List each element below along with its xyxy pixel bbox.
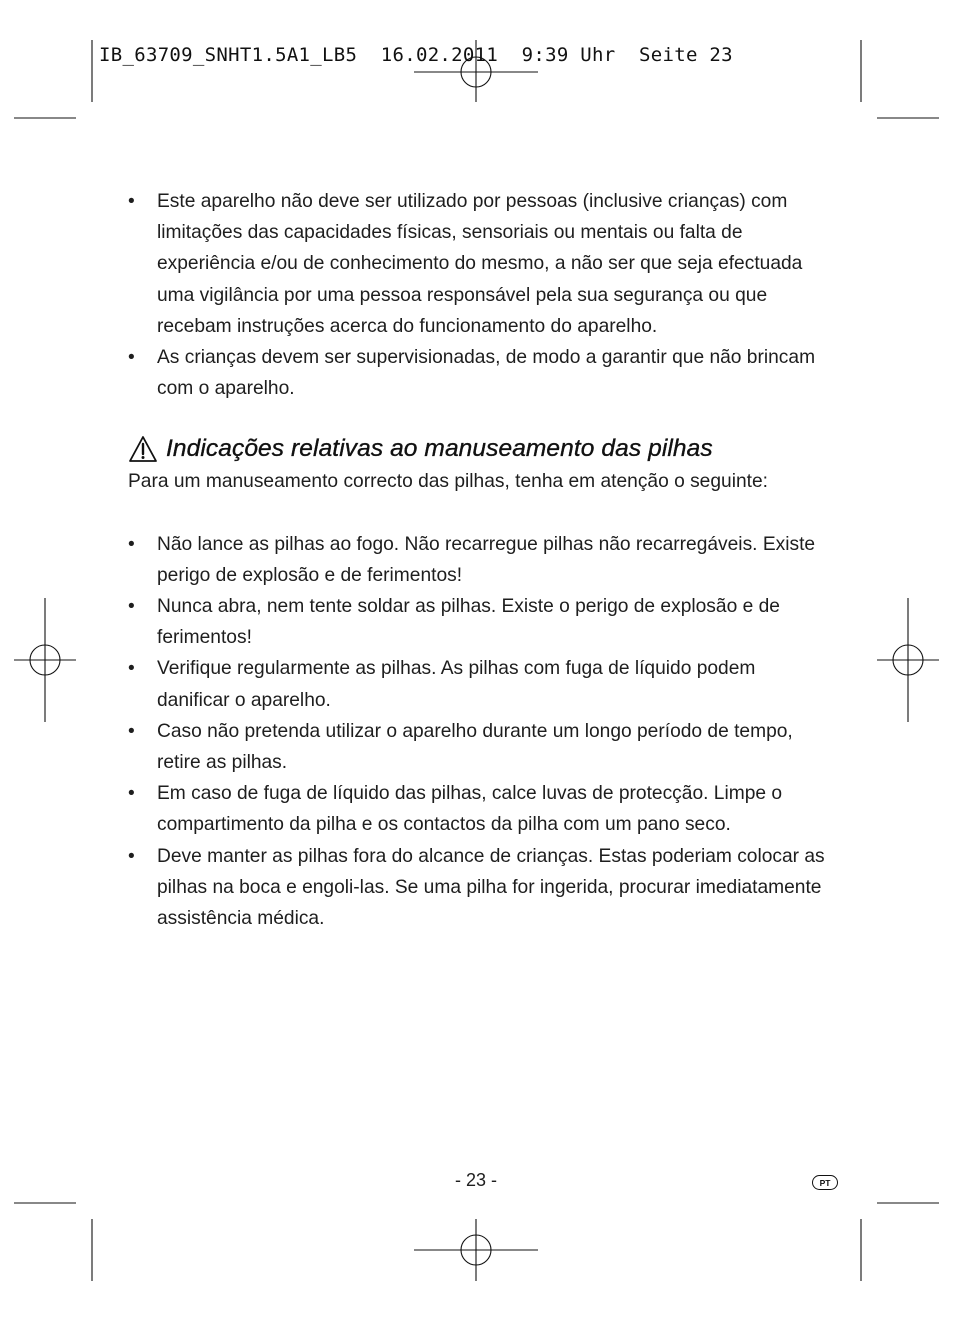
list-item-text: Caso não pretenda utilizar o aparelho durante um longo período de tempo, retire as pilhas.: [157, 720, 793, 774]
section-heading: Indicações relativas ao manuseamento das pilhas: [166, 435, 713, 463]
list-item: [128, 591, 828, 653]
bullet-icon: •: [128, 596, 135, 618]
list-item-text: Não lance as pilhas ao fogo. Não recarregue pilhas não recarregáveis. Existe perigo de explosão e de ferimentos!: [157, 533, 816, 586]
list-item-text: As crianças devem ser supervisionadas, de modo a garantir que não brincam com o aparelho.: [157, 347, 816, 400]
warning-triangle-icon: [128, 435, 158, 463]
list-item-text: Nunca abra, nem tente soldar as pilhas. Existe o perigo de explosão e de ferimentos!: [157, 596, 780, 649]
list-item: [128, 653, 828, 715]
list-item: [128, 342, 828, 404]
list-item-text: Em caso de fuga de líquido das pilhas, calce luvas de protecção. Limpe o compartimento da pilha e os contactos da pilha com um pano seco.: [157, 783, 783, 836]
bullet-icon: •: [128, 845, 135, 867]
list-item: [128, 841, 828, 935]
list-item: [128, 186, 828, 342]
list-item-text: Deve manter as pilhas fora do alcance de crianças. Estas poderiam colocar as pilhas na boca e engoli-las. Se uma pilha for ingerida, procurar imediatamente assistência médica.: [157, 845, 825, 930]
section-intro-text: Para um manuseamento correcto das pilhas, tenha em atenção o seguinte:: [128, 471, 768, 493]
bullet-icon: •: [128, 191, 135, 212]
bullet-icon: •: [128, 347, 135, 369]
page-content: [128, 186, 828, 934]
bullet-icon: •: [128, 533, 135, 555]
print-slug-line: IB_63709_SNHT1.5A1_LB5 16.02.2011 9:39 Uhr Seite 23: [99, 44, 733, 66]
language-badge: PT: [812, 1175, 838, 1190]
list-item: [128, 778, 828, 840]
page-number: - 23 -: [454, 1170, 497, 1190]
list-item-text: Este aparelho não deve ser utilizado por pessoas (inclusive crianças) com limitações das capacidades físicas, sensoriais ou mentais ou falta de experiência e/ou de conhecimento do mesmo, a não ser que seja efectuada uma vigilância por uma pessoa responsável pela sua segurança ou que recebam instruções acerca do funcionamento do aparelho.: [157, 191, 803, 337]
intro-bullet-list: [128, 186, 828, 404]
bullet-icon: •: [128, 658, 135, 680]
section-heading-row: [128, 432, 828, 466]
list-item: [128, 716, 828, 778]
bullet-icon: •: [128, 720, 135, 742]
battery-bullet-list: [128, 529, 828, 935]
bullet-icon: •: [128, 783, 135, 805]
list-item: [128, 529, 828, 591]
list-item-text: Verifique regularmente as pilhas. As pilhas com fuga de líquido podem danificar o aparelho.: [157, 658, 756, 711]
